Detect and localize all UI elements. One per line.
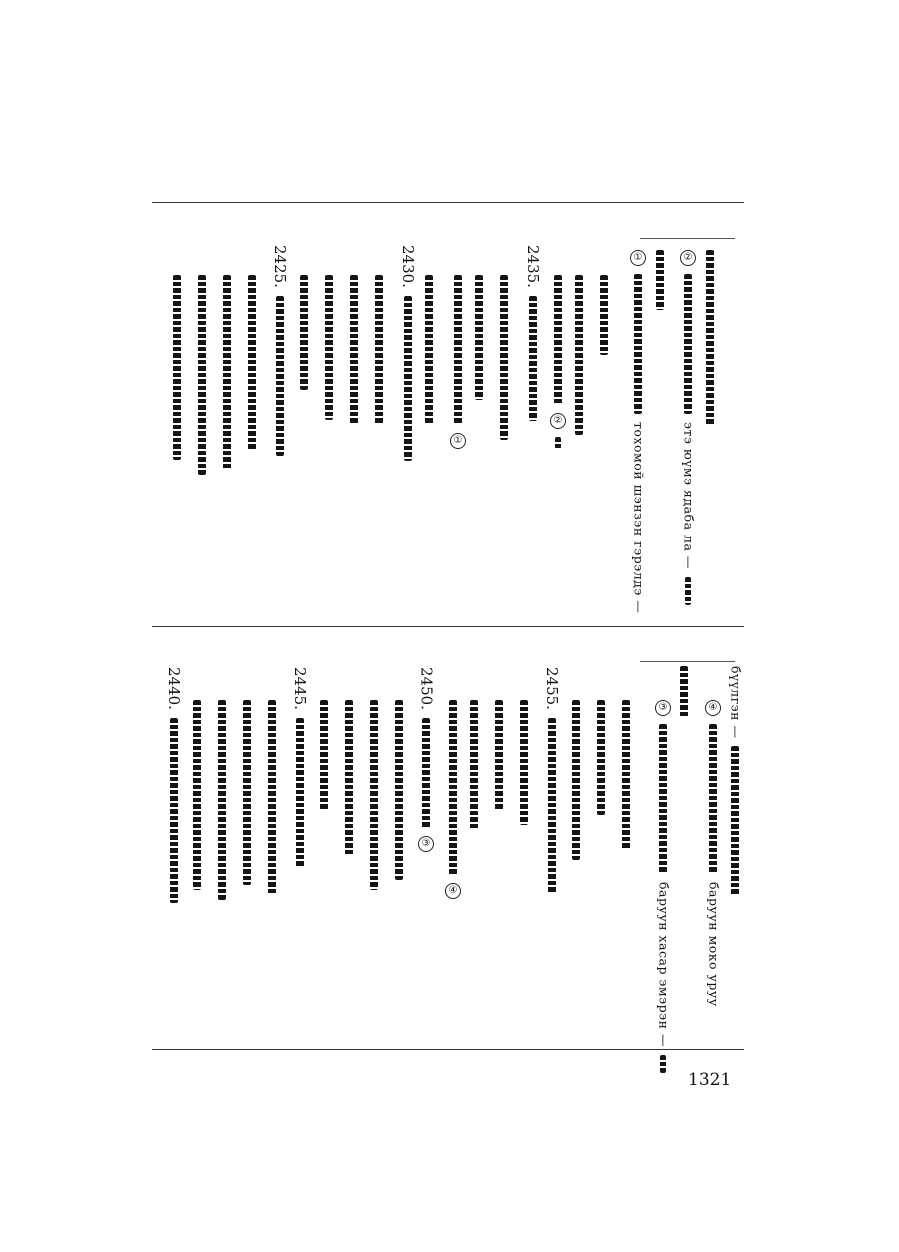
mongolian-script-line: [276, 296, 284, 456]
mongolian-script-line: [425, 275, 433, 425]
upper-text-line-16: [223, 275, 231, 470]
upper-text-line-17: [198, 275, 206, 475]
lower-text-line-15: [268, 700, 276, 895]
mongolian-script-line: [449, 700, 457, 875]
mongolian-script-line: [375, 275, 383, 425]
footnote-cyrillic: тохомой шэнзэн гэрэлдэ —: [631, 422, 647, 614]
mongolian-script-line: [422, 718, 430, 828]
footnote-cyrillic: баруун моко уруу: [706, 882, 722, 1007]
upper-text-line-9: [400, 245, 415, 461]
middle-rule: [152, 626, 744, 627]
mongolian-script-line: [320, 700, 328, 810]
lower-text-line-17: [218, 700, 226, 900]
upper-footnote-line-a: [706, 250, 714, 425]
mongolian-script-segment: [659, 724, 667, 874]
mongolian-script-line: [555, 437, 561, 449]
footnote-marker: ③: [655, 700, 671, 716]
footnote-separator-upper: [640, 238, 735, 239]
upper-text-line-1: [600, 275, 608, 355]
upper-text-line-6: [475, 275, 483, 400]
mongolian-script-line: [300, 275, 308, 390]
mongolian-script-segment: [634, 274, 642, 414]
page-number: 1321: [688, 1070, 732, 1090]
mongolian-script-line: [325, 275, 333, 420]
lower-text-line-2: [597, 700, 605, 815]
lower-footnote-3: [655, 700, 671, 1073]
inline-marker: ③: [418, 836, 434, 852]
upper-text-line-15: [248, 275, 256, 450]
upper-text-line-8: [425, 275, 433, 425]
mongolian-script-line: [296, 718, 304, 868]
mongolian-script-line: [345, 700, 353, 855]
mongolian-script-line: [370, 700, 378, 890]
mongolian-script-segment: [685, 577, 691, 605]
line-number: 2440.: [165, 667, 183, 710]
lower-text-line-7: [470, 700, 478, 830]
mongolian-script-line: [575, 275, 583, 435]
lower-text-line-8: [445, 700, 461, 899]
footnote-marker: ②: [680, 250, 696, 266]
mongolian-script-line: [223, 275, 231, 470]
upper-text-line-2: [575, 275, 583, 435]
footnote-separator-lower: [640, 661, 735, 662]
mongolian-script-line: [622, 700, 630, 850]
lower-text-line-9: [418, 667, 434, 852]
mongolian-script-line: [248, 275, 256, 450]
mongolian-script-line: [572, 700, 580, 860]
mongolian-script-segment: [684, 274, 692, 414]
lower-text-line-18: [193, 700, 201, 890]
mongolian-script-line: [529, 296, 537, 421]
upper-text-line-11: [350, 275, 358, 425]
lower-text-line-13: [320, 700, 328, 810]
line-number: 2435.: [524, 245, 542, 288]
mongolian-script-line: [243, 700, 251, 885]
mongolian-script-line: [600, 275, 608, 355]
mongolian-script-line: [350, 275, 358, 425]
lower-footnote-line: [680, 666, 688, 718]
upper-text-line-4: [525, 245, 540, 421]
upper-footnote-line-b: [656, 250, 664, 310]
mongolian-script-line: [680, 666, 688, 718]
mongolian-script-line: [500, 275, 508, 440]
mongolian-script-line: [173, 275, 181, 460]
inline-marker: ④: [445, 883, 461, 899]
upper-text-line-18: [173, 275, 181, 460]
lower-text-line-11: [370, 700, 378, 890]
footnote-cyrillic: баруун хасар эмэрэн —: [656, 882, 672, 1047]
mongolian-script-line: [193, 700, 201, 890]
line-number: 2430.: [399, 245, 417, 288]
mongolian-script-line: [404, 296, 412, 461]
mongolian-script-line: [656, 250, 664, 310]
line-number: 2455.: [543, 667, 561, 710]
upper-text-line-13: [300, 275, 308, 390]
mongolian-script-line: [554, 275, 562, 405]
mongolian-script-line: [198, 275, 206, 475]
mongolian-script-line: [470, 700, 478, 830]
upper-footnote-2: [680, 250, 696, 605]
mongolian-script-segment: [709, 724, 717, 874]
lower-text-line-4: [544, 667, 559, 893]
upper-text-line-14: [272, 245, 287, 456]
upper-text-line-12: [325, 275, 333, 420]
mongolian-script-line: [520, 700, 528, 825]
mongolian-script-line: [548, 718, 556, 893]
upper-footnote-1: [630, 250, 646, 613]
line-number: 2445.: [291, 667, 309, 710]
lower-text-line-16: [243, 700, 251, 885]
upper-text-line-3: [550, 275, 566, 449]
mongolian-script-segment: [660, 1055, 666, 1073]
lower-text-line-1: [622, 700, 630, 850]
line-number: 2425.: [271, 245, 289, 288]
mongolian-script-line: [218, 700, 226, 900]
mongolian-script-line: [706, 250, 714, 425]
top-rule: [152, 202, 744, 203]
upper-text-line-7: [450, 275, 466, 449]
lower-text-line-12: [345, 700, 353, 855]
lower-text-line-6: [495, 700, 503, 810]
mongolian-script-line: [454, 275, 462, 425]
mongolian-script-line: [170, 718, 178, 903]
mongolian-script-line: [475, 275, 483, 400]
inline-marker: ①: [450, 433, 466, 449]
mongolian-script-segment: [731, 746, 739, 896]
footnote-marker: ④: [705, 700, 721, 716]
mongolian-script-line: [268, 700, 276, 895]
lower-text-line-10: [395, 700, 403, 880]
lower-text-line-14: [292, 667, 307, 868]
upper-text-line-5: [500, 275, 508, 440]
footnote-marker: ①: [630, 250, 646, 266]
lower-footnote-4: [705, 700, 721, 1007]
mongolian-script-line: [495, 700, 503, 810]
mongolian-script-line: [597, 700, 605, 815]
lower-text-line-3: [572, 700, 580, 860]
upper-text-line-10: [375, 275, 383, 425]
footnote-cyrillic: бүүлгэн —: [728, 666, 744, 739]
lower-footnote-4-cont: [729, 666, 742, 896]
line-number: 2450.: [417, 667, 436, 710]
mongolian-script-line: [395, 700, 403, 880]
lower-text-line-5: [520, 700, 528, 825]
footnote-cyrillic: этэ юүмэ ядаба ла —: [681, 422, 697, 569]
lower-text-line-19: [166, 667, 181, 903]
inline-marker: ②: [550, 413, 566, 429]
